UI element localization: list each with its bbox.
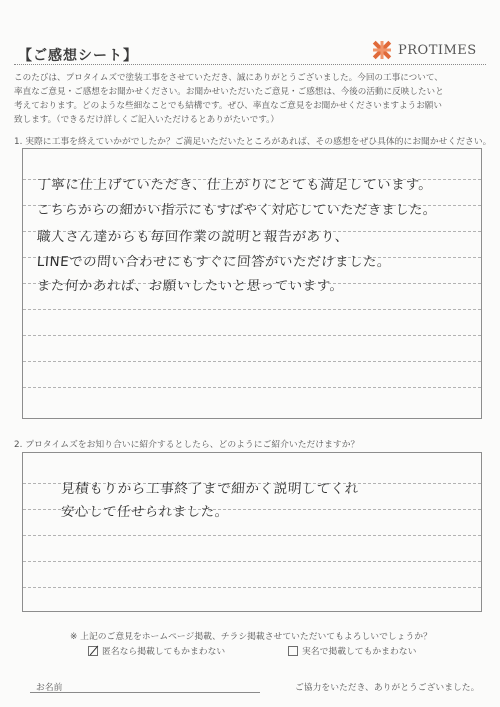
handwritten-answer-line: 安心して任せられました。	[60, 505, 230, 520]
ruled-line	[23, 587, 481, 588]
anonymous-checkbox[interactable]	[88, 646, 98, 656]
ruled-line	[23, 361, 481, 362]
intro-line: このたびは、プロタイムズで塗装工事をさせていただき、誠にありがとうございました。今回の工事について、	[14, 73, 443, 83]
handwritten-answer-line: 丁寧に仕上げていただき、仕上がりにとても満足しています。	[36, 177, 434, 193]
publication-permission-question: ※ 上記のご意見をホームページ掲載、チラシ掲載させていただいてもよろしいでしょうか？	[70, 632, 432, 642]
ruled-line	[23, 535, 481, 536]
answer-box-1[interactable]	[22, 148, 482, 419]
ruled-line	[23, 561, 481, 562]
option-real-name[interactable]	[288, 644, 416, 657]
title-divider	[14, 64, 486, 65]
answer-box-2[interactable]	[22, 452, 482, 612]
ruled-line	[23, 309, 481, 310]
handwritten-answer-line: 職人さん達からも毎回作業の説明と報告があり、	[36, 229, 350, 245]
name-field-label: お名前	[36, 683, 63, 693]
option-anonymous-label: 匿名なら掲載してもかまわない	[102, 647, 226, 657]
brand-logo	[370, 38, 477, 62]
intro-line: 考えております。どのような些細なことでも結構です。ぜひ、率直なご意見をお聞かせくださいますようお願い	[14, 101, 442, 111]
intro-line: 致します。（できるだけ詳しくご記入いただけるとありがたいです。）	[14, 115, 280, 125]
intro-text	[14, 71, 488, 127]
option-anonymous[interactable]	[88, 644, 225, 657]
brand-name: PROTIMES	[398, 42, 477, 58]
handwritten-answer-line: また何かあれば、お願いしたいと思っています。	[36, 279, 345, 294]
option-real-name-label: 実名で掲載してもかまわない	[302, 647, 417, 657]
thank-you-text: ご協力をいただき、ありがとうございました。	[295, 683, 480, 693]
question-2: 2. プロタイムズをお知り合いに紹介するとしたら、どのようにご紹介いただけますか？	[14, 440, 360, 450]
real-name-checkbox[interactable]	[288, 646, 298, 656]
handwritten-answer-line: こちらからの細かい指示にもすばやく対応していただきました。	[36, 203, 438, 218]
handwritten-answer-line: 見積もりから工事終了まで細かく説明してくれ	[60, 481, 360, 497]
sheet-title: 【ご感想シート】	[18, 48, 138, 64]
question-1: 1. 実際に工事を終えていかがでしたか？ご満足いただいたところがあれば、その感想をぜひ具体的にお聞かせください。	[14, 137, 492, 147]
protimes-x-logo-icon	[370, 38, 394, 62]
ruled-line	[23, 387, 481, 388]
ruled-line	[23, 335, 481, 336]
name-field[interactable]	[30, 692, 260, 693]
handwritten-answer-line: LINEでの問い合わせにもすぐに回答がいただけました。	[36, 255, 392, 270]
intro-line: 率直なご意見・ご感想をお聞かせください。お聞かせいただいたご意見・ご感想は、今後の活動に反映したいと	[14, 87, 444, 97]
